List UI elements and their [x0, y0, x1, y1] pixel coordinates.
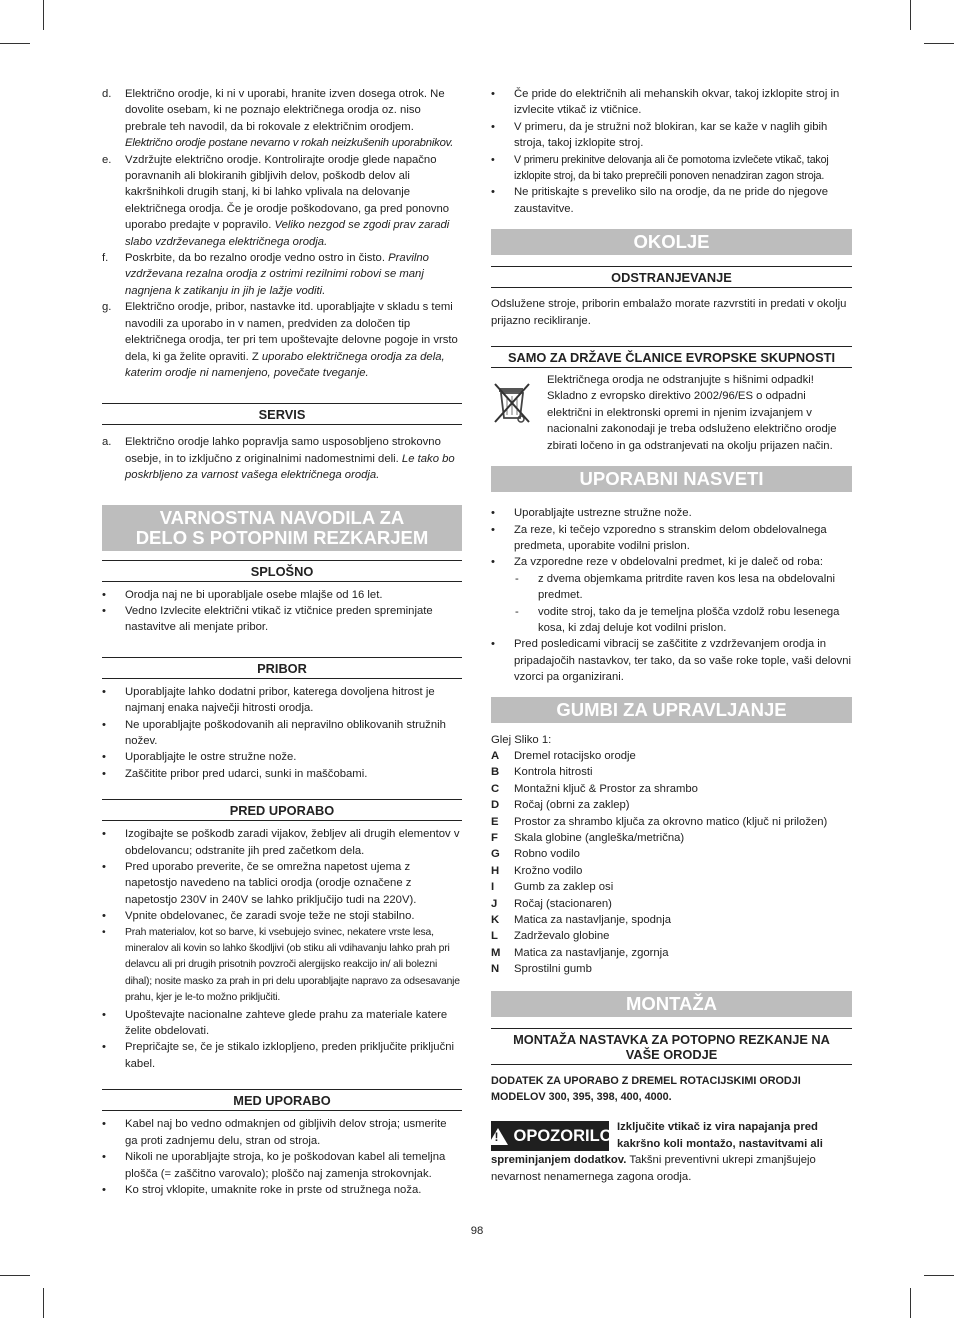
key-letter: I — [491, 881, 495, 894]
item-marker: d. — [102, 88, 112, 100]
key-letter: D — [491, 799, 500, 812]
item-italic: uporabo električnega orodja za dela, katerim orodje ni namenjeno, povečate tveganje. — [125, 350, 445, 379]
key-letter: F — [491, 832, 498, 844]
item-italic: Električno orodje postane nevarno v rokah neizkušenih uporabnikov. — [125, 137, 454, 150]
bullet-item: • Prah materialov, kot so barve, ki vsebujejo svinec, nekatere vrste lesa, mineralov ali kovin so lahko škodljivi (ob stiku ali vdihavanju lahko prah pri delavcu ali pri drugih prisotnih povzroči alergijsko reakcijo in/ ali bolezni dihal); nosite masko za prah in pri delu uporabljajte napravo za odsesavanje prahu, kjer je le-to možno priključiti. — [102, 925, 462, 1007]
key-label: Matica za nastavljanje, spodnja — [514, 914, 671, 927]
key-label: Gumb za zaklep osi — [514, 881, 614, 894]
safety-section-title: VARNOSTNA NAVODILA ZA DELO S POTOPNIM REZKARJEM — [102, 505, 462, 551]
key-label: Ročaj (obrni za zaklep) — [514, 799, 630, 812]
key-row — [491, 945, 852, 961]
key-row — [491, 912, 852, 928]
item-italic: Le tako bo poskrbljeno za varnost vašega električnega orodja. — [125, 452, 455, 482]
montaza-models: DODATEK ZA UPORABO Z DREMEL ROTACIJSKIMI ORODJI MODELOV 300, 395, 398, 400, 4000. — [491, 1074, 801, 1104]
servis-heading: SERVIS — [102, 403, 462, 425]
key-list — [491, 748, 852, 978]
pribor-heading: PRIBOR — [102, 657, 462, 679]
bullet-item: • Ne uporabljajte poškodovanih ali nepravilno oblikovanih stružnih nožev. — [102, 717, 462, 750]
bullet-item: • Zaščitite pribor pred udarci, sunki in maščobami. — [102, 766, 462, 782]
key-row — [491, 879, 852, 895]
key-label: Sprostilni gumb — [514, 963, 592, 976]
item-text: Vzdržujte električno orodje. Kontrolirajte orodje glede napačno poravnanih ali blokiranih gibljivih delov, poškodb delov ali kakršnihkoli drugih stanj, ki bi lahko vplivala na delovanje električnega orodja. Če je orodje poškodovano, ga pred ponovno uporabo predajte v popravilo. — [125, 153, 450, 232]
item-text: Električno orodje lahko popravlja samo usposobljeno strokovno osebje, in to izključno z originalnimi nadomestnimi deli. — [125, 436, 441, 465]
pred-uporabo-list — [102, 826, 462, 1072]
key-letter: A — [491, 749, 500, 762]
key-row — [491, 764, 852, 780]
key-letter: M — [491, 946, 501, 959]
list-item — [102, 250, 462, 299]
crossed-out-wheelie-bin-icon — [491, 372, 547, 454]
bullet-item: • Izogibajte se poškodb zaradi vijakov, žebljev ali drugih elementov v obdelovancu; odstranite jih pred začetkom dela. — [102, 826, 462, 859]
eu-heading: SAMO ZA DRŽAVE ČLANICE EVROPSKE SKUPNOSTI — [491, 346, 852, 368]
med-uporabo-heading: MED UPORABO — [102, 1089, 462, 1111]
key-label: Skala globine (angleška/metrična) — [514, 832, 685, 844]
bullet-item: • Za reze, ki tečejo vzporedno s stranskim delom obdelovalnega predmeta, uporabite vodilni prislon. — [491, 522, 852, 555]
bullet-item: • Vpnite obdelovanec, če zaradi svoje teže ne stoji stabilno. — [102, 908, 462, 924]
crop-mark — [910, 1288, 911, 1318]
okolje-title: OKOLJE — [491, 229, 852, 255]
page-number: 98 — [470, 1225, 484, 1237]
key-letter: L — [491, 930, 498, 943]
dash-item: - z dvema objemkama pritrdite raven kos lesa na obdelovalni predmet. — [491, 571, 852, 604]
key-label: Dremel rotacijsko orodje — [514, 749, 636, 762]
item-text: Električno orodje, pribor, nastavke itd. uporabljajte v skladu s temi navodili za uporabo in v namen, predviden za določen tip električnega orodja, ter pri tem upoštevajte delovne pogoje in vrsto dela, ki ga želite opraviti. Z — [125, 301, 458, 363]
bullet-item: • Uporabljajte ustrezne stružne nože. — [491, 505, 852, 521]
key-row — [491, 928, 852, 944]
list-item — [102, 299, 462, 381]
bullet-item: • Vedno Izvlecite električni vtikač iz vtičnice preden spreminjate nastavitve ali menjate pribor. — [102, 603, 462, 636]
item-italic: Veliko nezgod se zgodi prav zaradi slabo vzdrževanega električnega orodja. — [125, 219, 450, 248]
weee-text: Električnega orodja ne odstranjujte s hišnimi odpadki! Skladno z evropsko direktivo 2002/96/ES o odpadni električni in elektronski opremi in njenim izvajanjem v nacionalni zakonodaji je treba odsluženo električno orodje zbirati ločeno in ga odstranjevati na okolju prijazen način. — [547, 374, 837, 452]
warning-icon — [488, 1128, 508, 1145]
bullet-item: • Uporabljajte le ostre stružne nože. — [102, 749, 462, 765]
key-letter: J — [491, 897, 498, 910]
dash-item: - vodite stroj, tako da je temeljna plošča vzdolž robu lesenega kosa, ki zdaj deluje kot vodilni prislon. — [491, 604, 852, 637]
pribor-list — [102, 684, 462, 782]
right-column — [491, 86, 852, 1185]
splosno-heading: SPLOŠNO — [102, 560, 462, 582]
key-row — [491, 797, 852, 813]
key-letter: C — [491, 782, 500, 795]
bullet-item: • Za vzporedne reze v obdelovalni predmet, ki je daleč od roba: — [491, 554, 852, 570]
key-label: Montažni ključ & Prostor za shrambo — [514, 782, 698, 795]
bullet-item: • Pred uporabo preverite, če se omrežna napetost ujema z napetostjo navedeno na tablici orodja (orodje označene z napetostjo 230V in 240V se lahko priključijo tudi na 220V). — [102, 859, 462, 908]
crop-mark — [924, 1275, 954, 1276]
warning-bold: Izključite vtikač iz vira napajanja pred kakršno koli montažo, nastavitvami ali spreminjanjem dodatkov. — [491, 1121, 823, 1167]
key-label: Ročaj (stacionaren) — [514, 897, 612, 910]
item-marker: f. — [102, 252, 109, 265]
bullet-item: • V primeru prekinitve delovanja ali če pomotoma izvlečete vtikač, takoj izklopite stroj, da bi tako preprečili ponoven nenadziran zagon stroja. — [491, 152, 852, 185]
key-row — [491, 846, 852, 862]
bullet-item: • Ne pritiskajte s preveliko silo na orodje, da ne pride do njegove zaustavitve. — [491, 184, 852, 217]
key-letter: K — [491, 914, 500, 927]
key-row — [491, 814, 852, 830]
crop-mark — [0, 1275, 30, 1276]
key-label: Krožno vodilo — [514, 864, 583, 877]
bullet-item: • V primeru, da je stružni nož blokiran, kar se kaže v naglih gibih stroja, takoj izklopite stroj. — [491, 119, 852, 152]
bullet-item: • Upoštevajte nacionalne zahteve glede prahu za materiale katere želite obdelovati. — [102, 1007, 462, 1040]
med-uporabo-list — [102, 1116, 462, 1198]
bullet-item: • Orodja naj ne bi uporabljale osebe mlajše od 16 let. — [102, 587, 462, 603]
key-row — [491, 748, 852, 764]
pred-uporabo-heading: PRED UPORABO — [102, 799, 462, 821]
crop-mark — [43, 0, 44, 30]
servis-item — [102, 434, 462, 483]
warning-badge — [491, 1121, 613, 1151]
key-letter: E — [491, 815, 499, 828]
bullet-item: • Ko stroj vklopite, umaknite roke in prste od stružnega noža. — [102, 1182, 462, 1198]
bullet-item: • Prepričajte se, če je stikalo izklopljeno, preden priključite priključni kabel. — [102, 1039, 462, 1072]
warning-label: OPOZORILO — [513, 1127, 613, 1146]
key-row — [491, 896, 852, 912]
bullet-item: • Če pride do električnih ali mehanskih okvar, takoj izklopite stroj in izvlecite vtikač iz vtičnice. — [491, 86, 852, 119]
bullet-item: • Uporabljajte lahko dodatni pribor, katerega dovoljena hitrost je najmanj enaka največji hitrosti orodja. — [102, 684, 462, 717]
bullet-item: • Pred posledicami vibracij se zaščitite z vzdrževanjem orodja in pripadajočih nastavkov, ter tako, da so vaše roke tople, vaši delovni vzorci pa organizirani. — [491, 636, 852, 685]
key-letter: N — [491, 963, 500, 976]
montaza-title: MONTAŽA — [491, 991, 852, 1017]
key-label: Prostor za shrambo ključa za okrovno matico (ključ ni priložen) — [514, 815, 828, 828]
crop-mark — [910, 0, 911, 30]
item-text: Poskrbite, da bo rezalno orodje vedno ostro in čisto. — [125, 252, 385, 265]
key-label: Kontrola hitrosti — [514, 766, 593, 779]
key-letter: B — [491, 766, 500, 779]
gumbi-title: GUMBI ZA UPRAVLJANJE — [491, 697, 852, 723]
item-marker: e. — [102, 153, 112, 166]
key-row — [491, 781, 852, 797]
key-letter: H — [491, 864, 500, 877]
list-item — [102, 86, 462, 152]
key-row — [491, 863, 852, 879]
gumbi-intro: Glej Sliko 1: — [491, 733, 552, 746]
top-list — [491, 86, 852, 217]
splosno-list — [102, 587, 462, 636]
intro-list — [102, 86, 462, 381]
item-marker: g. — [102, 301, 112, 314]
odstranjevanje-heading: ODSTRANJEVANJE — [491, 266, 852, 288]
item-text: Električno orodje, ki ni v uporabi, hranite izven dosega otrok. Ne dovolite osebam, ki ne poznajo električnega orodja oz. niso prebrale teh navodil, da bi rokovale z električnim orodjem. — [125, 88, 445, 133]
weee-block — [491, 372, 852, 454]
left-column — [102, 86, 462, 1198]
crop-mark — [43, 1288, 44, 1318]
key-label: Matica za nastavljanje, zgornja — [514, 946, 669, 959]
list-item — [102, 152, 462, 250]
item-italic: Pravilno vzdrževana rezalna orodja z ostrimi rezilnimi robovi se manj nagnjena k zatikanju in jih je lažje voditi. — [125, 252, 429, 297]
nasveti-title: UPORABNI NASVETI — [491, 466, 852, 492]
key-letter: G — [491, 848, 500, 861]
key-row — [491, 830, 852, 846]
key-label: Zadrževalo globine — [514, 930, 610, 943]
montaza-heading: MONTAŽA NASTAVKA ZA POTOPNO REZKANJE NA VAŠE ORODJE — [491, 1028, 852, 1065]
crop-mark — [924, 43, 954, 44]
bullet-item: • Kabel naj bo vedno odmaknjen od gibljivih delov stroja; usmerite ga proti zadnjemu delu, stran od stroja. — [102, 1116, 462, 1149]
bullet-item: • Nikoli ne uporabljajte stroja, ko je poškodovan kabel ali temeljna plošča (= zaščitno varovalo); ploščo naj zamenja strokovnjak. — [102, 1149, 462, 1182]
key-row — [491, 961, 852, 977]
warning-block — [491, 1119, 852, 1185]
item-marker: a. — [102, 436, 112, 449]
warning-text: Takšni preventivni ukrepi zmanjšujejo nevarnost nenamernega zagona orodja. — [491, 1154, 816, 1183]
nasveti-list — [491, 505, 852, 685]
odstranjevanje-text: Odslužene stroje, priborin embalažo morate razvrstiti in predati v okolju prijazno recikliranje. — [491, 298, 847, 327]
crop-mark — [0, 43, 30, 44]
key-label: Robno vodilo — [514, 848, 580, 861]
